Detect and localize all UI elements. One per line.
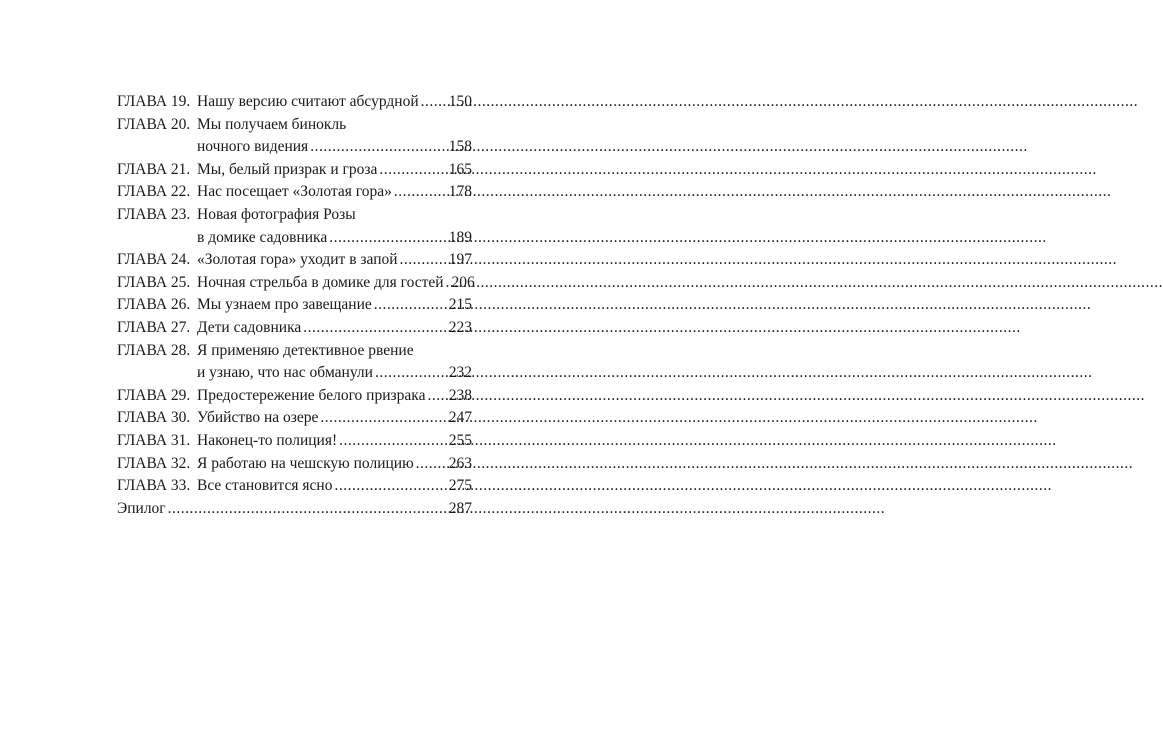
page-number: 247: [448, 409, 472, 427]
page-number: 215: [448, 296, 472, 314]
chapter-label: ГЛАВА 23.: [117, 205, 191, 223]
chapter-label: ГЛАВА 19.: [117, 93, 191, 110]
page-number: 287: [448, 499, 472, 517]
dot-leader: [379, 159, 446, 182]
chapter-title: Мы узнаем про завещание: [197, 296, 372, 314]
toc-entry-continuation: [117, 362, 472, 385]
toc-entry: [117, 453, 472, 476]
toc-entry: [117, 317, 472, 340]
toc-entry-line: [117, 204, 472, 227]
chapter-title: «Золотая гора» уходит в запой: [197, 251, 398, 269]
page-number: 223: [448, 318, 472, 336]
chapter-title: Я работаю на чешскую полицию: [197, 454, 414, 472]
toc-entry-line: [117, 249, 472, 272]
dot-leader: [427, 385, 446, 408]
chapter-title: Я применяю детективное рвение: [197, 341, 414, 359]
toc-entry-line: [117, 272, 475, 295]
chapter-label: ГЛАВА 29.: [117, 386, 191, 404]
toc-entry: [117, 159, 472, 182]
chapter-label: ГЛАВА 20.: [117, 115, 191, 133]
dot-leader: [374, 294, 447, 317]
toc-entry: [117, 181, 472, 204]
chapter-label: ГЛАВА 25.: [117, 273, 191, 291]
toc-entry: [117, 407, 472, 430]
dot-leader: [320, 407, 446, 430]
chapter-title: и узнаю, что нас обманули: [197, 364, 373, 382]
toc-entry: [117, 294, 472, 317]
toc-entry: [117, 340, 472, 385]
chapter-title: Убийство на озере: [197, 409, 319, 427]
page-number: 189: [448, 228, 472, 246]
toc-entry: [117, 204, 472, 249]
page-number: 255: [448, 431, 472, 449]
toc-entry-line: [117, 91, 472, 114]
table-of-contents: [117, 91, 475, 520]
toc-entry-line: [117, 385, 472, 408]
dot-leader: [394, 181, 447, 204]
page-number: 158: [448, 138, 472, 156]
chapter-title: ночного видения: [197, 138, 309, 156]
chapter-label: ГЛАВА 24.: [117, 251, 191, 269]
chapter-label: ГЛАВА 26.: [117, 296, 191, 314]
dot-leader: [339, 430, 447, 453]
chapter-title: Мы, белый призрак и гроза: [197, 160, 378, 178]
chapter-title: Ночная стрельба в домике для гостей: [197, 273, 444, 291]
page-number: 197: [448, 251, 472, 269]
toc-epilog: [117, 498, 472, 521]
toc-entry: [117, 91, 472, 114]
toc-entry-line: [117, 317, 472, 340]
dot-leader: [446, 272, 450, 295]
chapter-title: Дети садовника: [197, 318, 302, 336]
toc-entry: [117, 249, 472, 272]
chapter-title: Все становится ясно: [197, 477, 333, 495]
toc-entry-continuation: [117, 227, 472, 250]
dot-leader: [400, 249, 447, 272]
toc-entry-line: [117, 294, 472, 317]
chapter-label: ГЛАВА 27.: [117, 318, 191, 336]
dot-leader: [329, 227, 447, 250]
page-number: 275: [448, 477, 472, 495]
chapter-title: Мы получаем бинокль: [197, 115, 347, 133]
page-number: 238: [448, 386, 472, 404]
chapter-title: Нашу версию считают абсурдной: [197, 93, 419, 110]
dot-leader: [310, 136, 447, 159]
chapter-label: ГЛАВА 31.: [117, 431, 191, 449]
dot-leader: [421, 91, 447, 114]
dot-leader: [168, 498, 447, 521]
page-number: 150: [448, 93, 472, 110]
chapter-title: Новая фотография Розы: [197, 205, 356, 223]
toc-entry-continuation: [117, 136, 472, 159]
page-number: 165: [448, 160, 472, 178]
toc-entry: [117, 475, 472, 498]
page-number: 232: [448, 364, 472, 382]
dot-leader: [334, 475, 446, 498]
toc-entry-line: [117, 340, 472, 363]
page-number: 178: [448, 183, 472, 201]
chapter-title: в домике садовника: [197, 228, 328, 246]
chapter-title: Наконец-то полиция!: [197, 431, 338, 449]
page-number: 263: [448, 454, 472, 472]
page-number: 206: [451, 273, 475, 291]
chapter-label: ГЛАВА 32.: [117, 454, 191, 472]
toc-entry: [117, 430, 472, 453]
epilog-title: Эпилог: [117, 499, 166, 517]
toc-entry-line: [117, 475, 472, 498]
toc-entry: [117, 272, 475, 295]
chapter-title: Предостережение белого призрака: [197, 386, 426, 404]
chapter-label: ГЛАВА 33.: [117, 477, 191, 495]
toc-entry-line: [117, 114, 472, 137]
toc-entry-line: [117, 430, 472, 453]
chapter-label: ГЛАВА 21.: [117, 160, 191, 178]
chapter-label: ГЛАВА 22.: [117, 183, 191, 201]
toc-entry-line: [117, 407, 472, 430]
dot-leader: [303, 317, 446, 340]
toc-entry: [117, 385, 472, 408]
toc-entry-line: [117, 453, 472, 476]
dot-leader: [416, 453, 447, 476]
toc-entry: [117, 114, 472, 159]
toc-entry-line: [117, 181, 472, 204]
toc-entry-line: [117, 159, 472, 182]
chapter-label: ГЛАВА 28.: [117, 341, 191, 359]
chapter-title: Нас посещает «Золотая гора»: [197, 183, 392, 201]
dot-leader: [375, 362, 447, 385]
chapter-label: ГЛАВА 30.: [117, 409, 191, 427]
